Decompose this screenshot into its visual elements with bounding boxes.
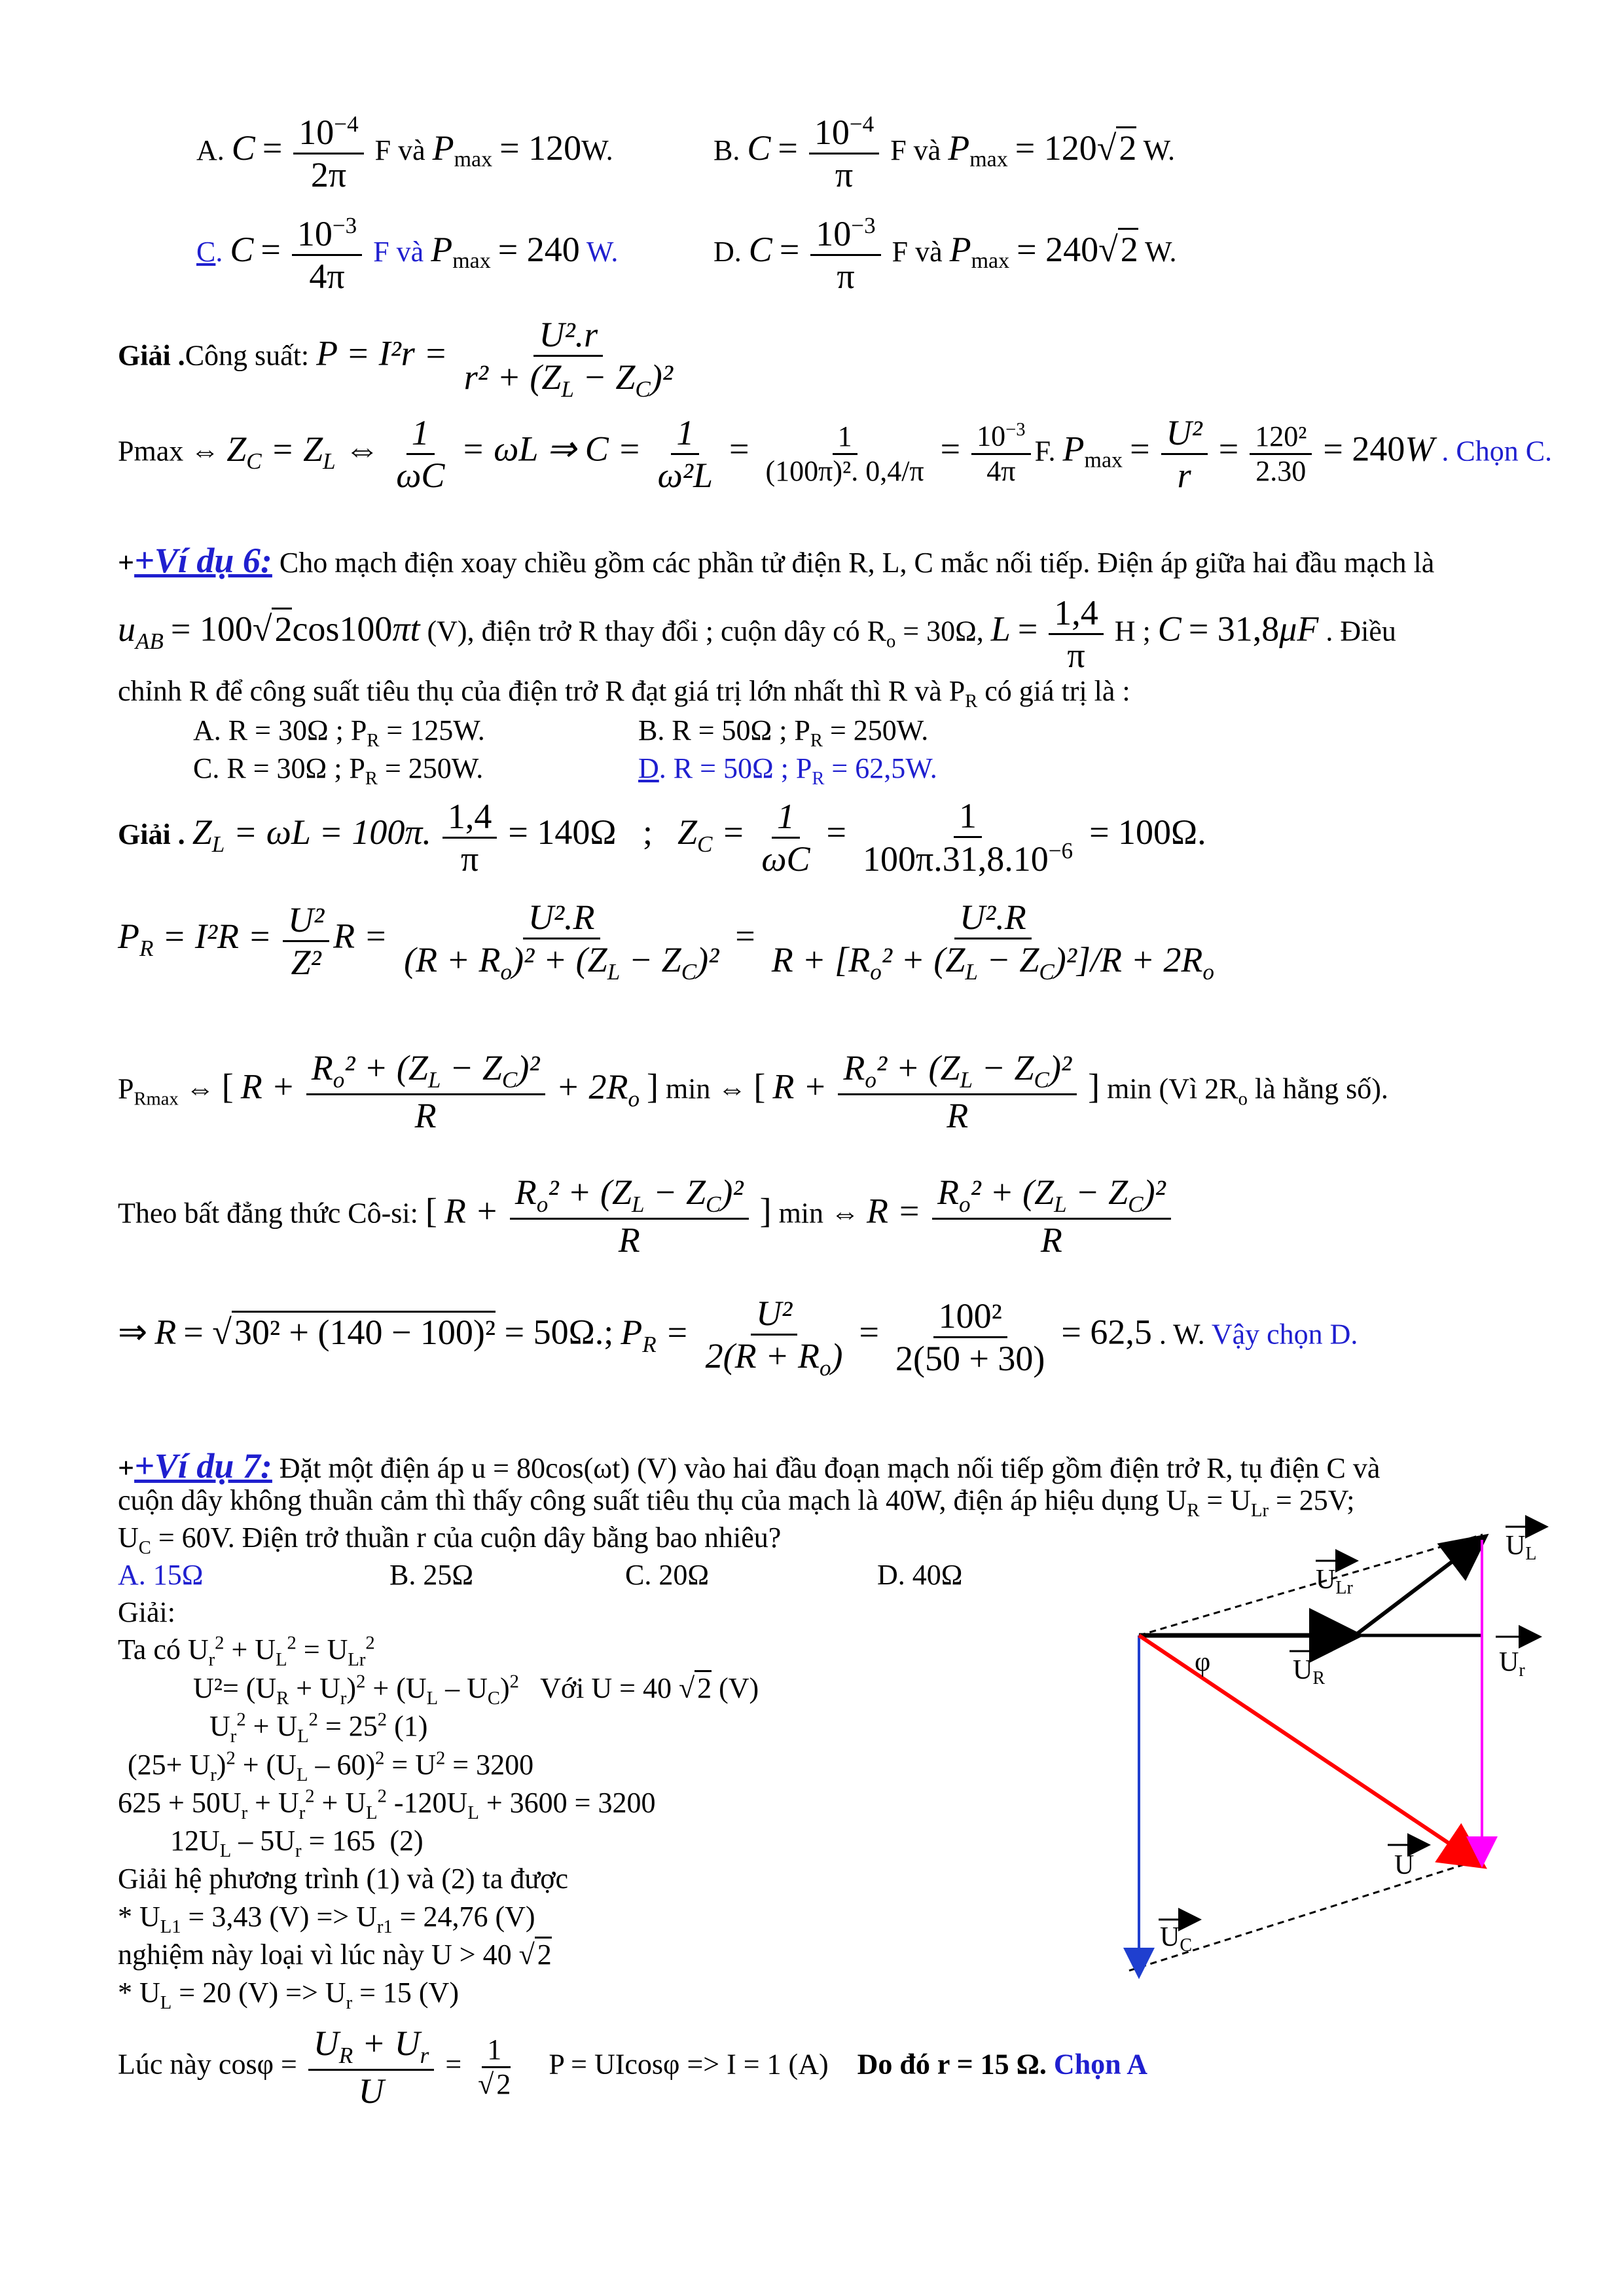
dashed-top (1139, 1535, 1483, 1635)
label-ur: UR (1293, 1655, 1326, 1688)
label-ulr: ULr (1316, 1565, 1353, 1598)
ex7-opt-d: D. 40Ω (877, 1559, 963, 1591)
label-ul: UL (1506, 1531, 1537, 1564)
ex7-l7: Giải hệ phương trình (1) và (2) ta được (118, 1863, 569, 1895)
ex6-cosi: Theo bất đẳng thức Cô-si: [ R + $\frac{R_o^2 + (Z_L - Z_C)^2}{R}$ ] min ⇔ R = $\frac{R_o^2 + (Z_L - Z_C)^2}{R}$ (118, 1172, 1175, 1260)
label-u: U (1394, 1850, 1415, 1880)
ex7-giai: Giải: (118, 1596, 175, 1628)
option-b: B. C = $\frac{10^{-4}}{\pi}$ F và $P_{max} = 120√2$ W. (713, 111, 1176, 195)
ex7-l10: * $U_L = 20$ $(V) => U_r = 15$ (V) (118, 1977, 459, 2013)
ex7-l1: Ta có $U_r^2 + U_L^2 = U_{Lr}^2$ (118, 1633, 375, 1670)
ex6-zl-zc: Giải . $Z_L = \omega L = 100\pi$. $\frac{1,4}{\pi}$ = 140Ω ; $Z_C$ = $\frac{1}{\omega C}$ = $\frac{1}{100\pi.31,8.10^{-6}}$ = 100Ω. (118, 796, 1206, 879)
ex7-line3: $U_C = 60V$. Điện trở thuần r của cuộn dây bằng bao nhiêu? (118, 1522, 782, 1558)
ex7-l3: $U_r^2 + U_L^2 = 25^2$ (1) (209, 1709, 428, 1747)
ex6-opt-a: A. R = 30Ω ; $P_R = 125W$. (193, 714, 485, 751)
ex7-l9: nghiệm này loại vì lúc này U > 40 √2 (118, 1938, 552, 1971)
ex6-final: ⇒ R = √30² + (140 − 100)² = 50Ω.; $P_R$ = $\frac{\text{U²}}{2(R + R_o)}$ = $\frac{\text{100²}}{2(50 + 30)}$ = 62,5 . W. Vậy chọn D. (118, 1294, 1358, 1381)
option-d: D. C = $\frac{10^{-3}}{\pi}$ F và $P_{max} = 240√2$ W. (713, 213, 1177, 297)
solution-pmax: Pmax ⇔ $Z_C = Z_L$ ⇔ $\frac{1}{\omega C}$ = ωL ⇒ C = $\frac{1}{\text{ω²L}}$ = $\frac{1}{\text{(100π)². 0,4/π}}$ = $\frac{10^{-3}}{4\pi}$ F. $P_{max}$ = $\frac{\text{U²}}{r}$ = $\frac{\text{120²}}{2.30}$ = 240W . Chọn C. (118, 413, 1553, 496)
phasor-diagram (1047, 1506, 1571, 2003)
ex7-opt-c: C. 20Ω (625, 1559, 710, 1591)
ex6-opt-c: C. R = 30Ω ; $P_R = 250W$. (193, 752, 484, 789)
ex7-l8: * $U_{L1} = 3,43$ $(V) => U_{r1} = 24,76$ (V) (118, 1901, 535, 1937)
ex7-line1: ++Ví dụ 7: Đặt một điện áp u = 80cos(ωt) (V) vào hai đầu đoạn mạch nối tiếp gồm điện trở R, tụ điện C và (118, 1446, 1380, 1485)
label-ur2: Ur (1499, 1647, 1525, 1681)
ex6-line1: ++Ví dụ 6: Cho mạch điện xoay chiều gồm các phần tử điện R, L, C mắc nối tiếp. Điện áp giữa hai đầu mạch là (118, 541, 1435, 580)
option-c: C. C = $\frac{10^{-3}}{4\pi}$ F và $P_{max} = 240$ W. (196, 213, 619, 297)
ex7-line2: cuộn dây không thuần cảm thì thấy công suất tiêu thụ của mạch là 40W, điện áp hiệu dụng $U_R = U_{Lr} = 25V$; (118, 1484, 1355, 1521)
ex7-opt-a: A. 15Ω (118, 1559, 204, 1591)
ex7-l4: $(25+ U_r)^2 + (U_L - 60)^2 = U^2 = 3200$ (128, 1748, 534, 1785)
ex7-opt-b: B. 25Ω (389, 1559, 474, 1591)
option-a: A. C = $\frac{10^{-4}}{2\pi}$ F và $P_{max} = 120W$. (196, 111, 613, 195)
ex7-l5: $625 + 50U_r + U_r^2 + U_L^2$ $-120U_L + 3600 = 3200$ (118, 1786, 656, 1823)
ex7-last: Lúc này cosφ = $\frac{U_R + U_r}{U}$ = $\frac{1}{√2}$ P = UIcosφ => I = 1 (A) Do đó r = 15 Ω. Chọn A (118, 2024, 1147, 2111)
ex6-prmax: $P_{Rmax}$ ⇔ [ R + $\frac{R_o^2 + (Z_L - Z_C)^2}{R}$ + $2R_o$ ] min ⇔ [ R + $\frac{R_o^2 + (Z_L - Z_C)^2}{R}$ ] min (Vì $2R_o$ là hằng số). (118, 1048, 1388, 1136)
ex7-l2: $U^2= (U_R + U_r)^2 + (U_L - U_C)^2$ Với U = 40 √2 (V) (193, 1671, 759, 1709)
ex7-l6: $12U_L - 5U_r = 165$ (2) (170, 1825, 424, 1861)
ex6-opt-d: D. R = 50Ω ; $P_R = 62,5W$. (638, 752, 937, 789)
ex6-line2: $u_{AB} = 100√2\cos 100\pi t$ (V), điện trở R thay đổi ; cuộn dây có $R_o = 30\Omega$, L = $\frac{1,4}{\pi}$ H ; C = 31,8μF . Điều (118, 593, 1396, 676)
solution-power: Giải .Công suất: P = I²r = $\frac{\text{U².r}}{r^2 + (Z_L - Z_C)^2}$ (118, 315, 673, 402)
ex6-opt-b: B. R = 50Ω ; $P_R = 250W$. (638, 714, 929, 751)
label-uc: UC (1160, 1922, 1193, 1956)
ex6-pr-formula: $P_R = I^2R$ = $\frac{\text{U²}}{\text{Z²}}$ R = $\frac{\text{U².R}}{(R + R_o)^2 + (Z_L - Z_C)^2}$ = $\frac{\text{U².R}}{R + [R_o^2 + (Z_L - Z_C)^2]/R + 2R_o}$ (118, 898, 1214, 985)
ex6-line3: chỉnh R để công suất tiêu thụ của điện trở R đạt giá trị lớn nhất thì R và $P_R$ có giá trị là : (118, 675, 1130, 712)
label-phi: φ (1195, 1647, 1211, 1677)
